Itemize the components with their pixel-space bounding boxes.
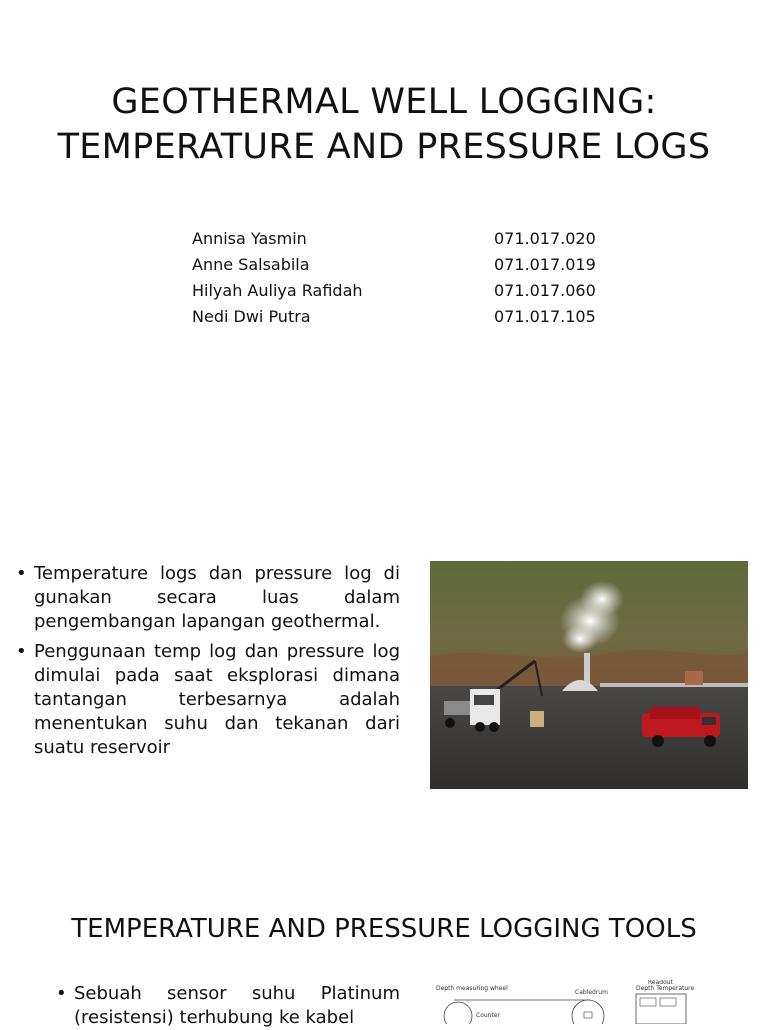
bullet-list: [16, 562, 400, 766]
author-name: Annisa Yasmin: [192, 229, 307, 248]
cabledrum-label: Cabledrum: [575, 989, 608, 996]
bullet-item: • Penggunaan temp log dan pressure log dimulai pada saat eksplorasi dimana tantangan terbesarnya adalah menentukan suhu dan tekanan dari suatu reservoir: [16, 640, 400, 760]
author-name: Anne Salsabila: [192, 255, 310, 274]
readout-label: Readout: [648, 980, 673, 986]
author-name: Hilyah Auliya Rafidah: [192, 281, 363, 300]
logging-tool-diagram: [430, 980, 730, 1024]
author-list: [192, 226, 596, 330]
depth-wheel-label: Depth measuring wheel: [436, 985, 508, 992]
readout-columns-label: Depth Temperature: [636, 985, 695, 992]
author-row: [192, 226, 596, 252]
author-id: 071.017.060: [494, 281, 596, 300]
counter-label: Counter: [476, 1012, 500, 1019]
tools-slide: [0, 888, 768, 1028]
author-row: [192, 278, 596, 304]
bullet-list: [56, 982, 400, 1030]
intro-slide: [0, 540, 768, 810]
author-row: [192, 252, 596, 278]
slide-heading: TEMPERATURE AND PRESSURE LOGGING TOOLS: [71, 914, 697, 944]
author-row: [192, 304, 596, 330]
bullet-item: • Sebuah sensor suhu Platinum (resistensi) terhubung ke kabel: [56, 982, 400, 1030]
title-slide: [0, 0, 768, 420]
author-id: 071.017.105: [494, 307, 596, 326]
author-id: 071.017.019: [494, 255, 596, 274]
author-name: Nedi Dwi Putra: [192, 307, 311, 326]
geothermal-site-photo: [430, 561, 748, 789]
presentation-title: GEOTHERMAL WELL LOGGING: TEMPERATURE AND PRESSURE LOGS: [57, 82, 711, 167]
bullet-item: • Temperature logs dan pressure log di gunakan secara luas dalam pengembangan lapangan geothermal.: [16, 562, 400, 634]
author-id: 071.017.020: [494, 229, 596, 248]
